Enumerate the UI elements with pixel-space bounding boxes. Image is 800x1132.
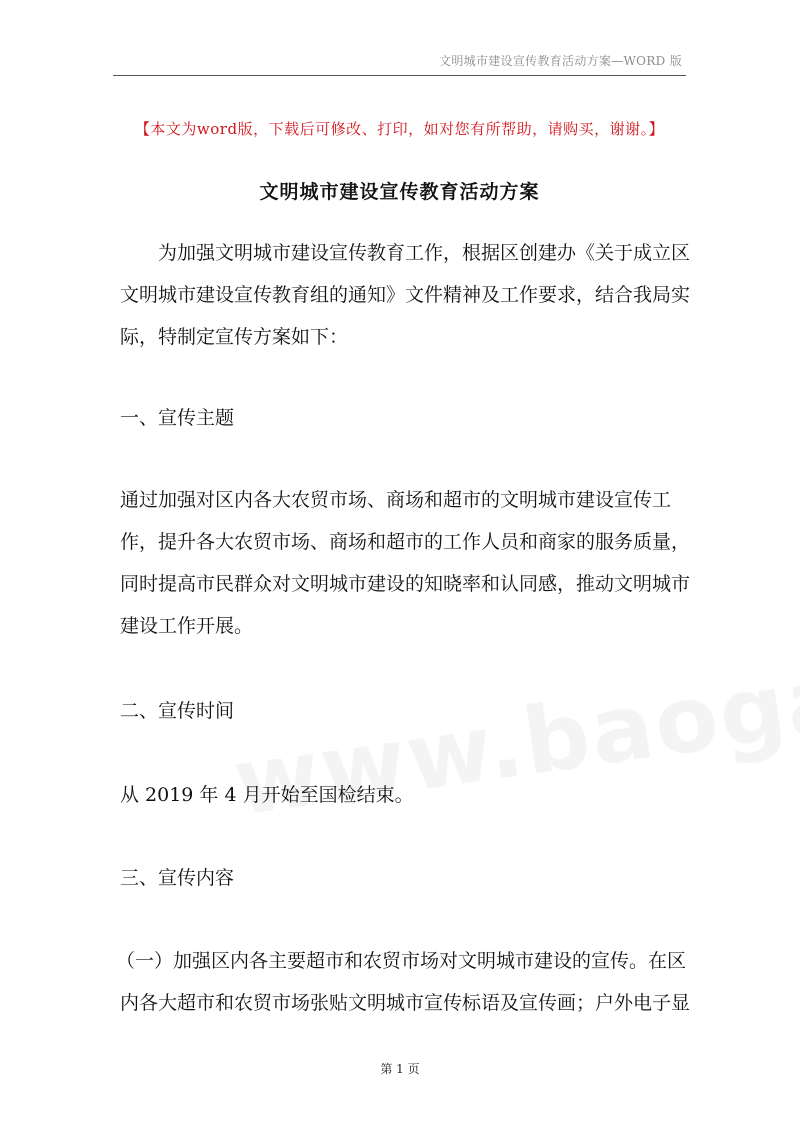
paragraph-line: 内各大超市和农贸市场张贴文明城市宣传标语及宣传画；户外电子显 [120, 992, 691, 1014]
paragraph-line: 作，提升各大农贸市场、商场和超市的工作人员和商家的服务质量， [120, 531, 691, 553]
section-heading-time: 二、宣传时间 [120, 700, 235, 722]
paragraph-line: 同时提高市民群众对文明城市建设的知晓率和认同感，推动文明城市 [120, 573, 691, 595]
section-paragraph-content [116, 940, 691, 1024]
paragraph-line: 文明城市建设宣传教育组的通知》文件精神及工作要求，结合我局实 [120, 284, 691, 306]
paragraph-line: 际，特制定宣传方案如下： [120, 326, 349, 348]
section-heading-theme: 一、宣传主题 [120, 407, 235, 429]
page-number: 第 1 页 [380, 1062, 420, 1076]
paragraph-line: 通过加强对区内各大农贸市场、商场和超市的文明城市建设宣传工 [120, 489, 672, 511]
section-paragraph-theme [120, 479, 691, 647]
header-title: 文明城市建设宣传教育活动方案—WORD 版 [439, 54, 682, 68]
paragraph-line: 为加强文明城市建设宣传教育工作，根据区创建办《关于成立区 [158, 242, 691, 264]
purchase-notice: 【本文为word版，下载后可修改、打印，如对您有所帮助，请购买，谢谢。】 [134, 120, 665, 138]
header-divider [113, 75, 686, 76]
section-heading-content: 三、宣传内容 [120, 867, 235, 889]
intro-paragraph [120, 232, 691, 358]
section-paragraph-time [120, 774, 685, 816]
document-title: 文明城市建设宣传教育活动方案 [259, 181, 540, 203]
paragraph-line: 从 2019 年 4 月开始至国检结束。 [120, 784, 414, 806]
paragraph-line: 建设工作开展。 [120, 615, 254, 637]
paragraph-line: （一）加强区内各主要超市和农贸市场对文明城市建设的宣传。在区 [116, 950, 687, 972]
